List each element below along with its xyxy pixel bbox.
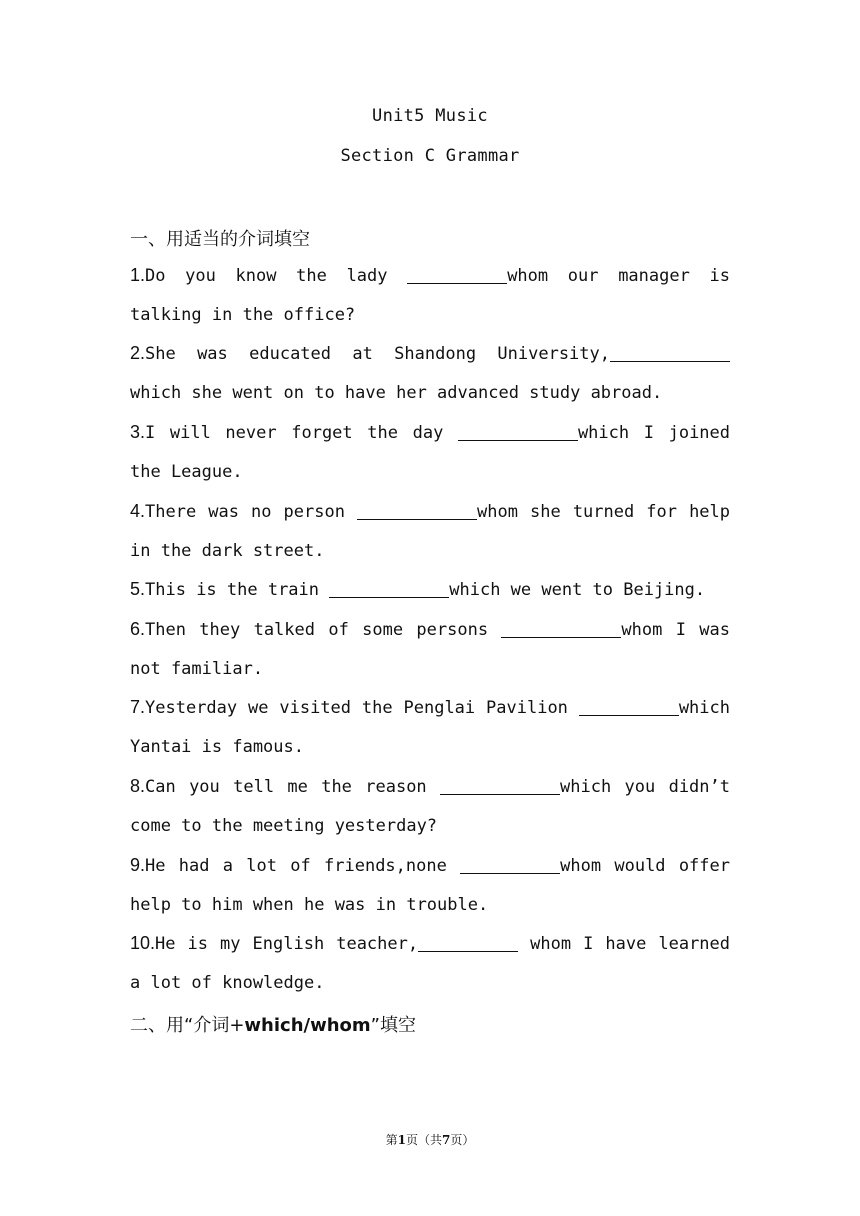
section-2-heading-post: ”填空 xyxy=(370,1015,416,1036)
page-footer xyxy=(0,1131,860,1148)
document-title: Unit5 Music xyxy=(372,106,488,126)
answer-blank[interactable] xyxy=(458,423,578,441)
question-number: 5. xyxy=(130,579,146,599)
question-text-before: Then they talked of some persons xyxy=(145,620,502,640)
question-text-before: This is the train xyxy=(145,580,330,600)
answer-blank[interactable] xyxy=(501,620,621,638)
document-subtitle: Section C Grammar xyxy=(340,146,520,166)
footer-page-number: 1 xyxy=(397,1133,406,1147)
question-text-after: whom our manager is talking in the office? xyxy=(130,266,730,326)
question-text-before: Yesterday we visited the Penglai Pavilion xyxy=(145,698,579,718)
answer-blank[interactable] xyxy=(357,502,477,520)
question-text-after: which Yantai is famous. xyxy=(130,698,730,758)
question-number: 3. xyxy=(130,422,146,442)
question-text-after: which you didn’t come to the meeting yesterday? xyxy=(130,777,730,837)
answer-blank[interactable] xyxy=(460,856,560,874)
answer-blank[interactable] xyxy=(329,580,449,598)
answer-blank[interactable] xyxy=(407,266,507,284)
question-text-before: There was no person xyxy=(145,502,358,522)
question-7 xyxy=(130,688,730,768)
question-5 xyxy=(130,570,730,610)
footer-mid: 页（共 xyxy=(405,1133,442,1147)
question-text-after: whom she turned for help in the dark street. xyxy=(130,502,731,562)
answer-blank[interactable] xyxy=(440,777,560,795)
answer-blank[interactable] xyxy=(579,698,679,716)
question-text-after: which she went on to have her advanced study abroad. xyxy=(130,383,663,404)
section-1-heading: 一、用适当的介词填空 xyxy=(130,229,310,250)
section-2-heading-pre: 二、用“介词+ xyxy=(130,1015,245,1036)
question-number: 2. xyxy=(130,343,146,363)
section-2-heading xyxy=(130,1011,730,1037)
question-number: 6. xyxy=(130,619,146,639)
section-2-heading-bold: which/whom xyxy=(244,1015,371,1036)
question-1 xyxy=(130,256,730,336)
question-2 xyxy=(130,334,730,414)
question-8 xyxy=(130,767,730,847)
footer-total-pages: 7 xyxy=(442,1133,451,1147)
footer-post: 页） xyxy=(450,1133,475,1147)
question-text-before: Do you know the lady xyxy=(145,266,408,286)
footer-pre: 第 xyxy=(385,1133,398,1147)
question-text-before: He is my English teacher, xyxy=(155,934,419,954)
answer-blank[interactable] xyxy=(610,344,730,362)
question-4 xyxy=(130,492,730,572)
question-number: 4. xyxy=(130,501,146,521)
question-9 xyxy=(130,846,730,926)
question-number: 9. xyxy=(130,855,146,875)
question-text-after: whom would offer help to him when he was in trouble. xyxy=(130,856,730,916)
question-text-before: He had a lot of friends,none xyxy=(145,856,461,876)
question-number: 10. xyxy=(130,933,156,953)
question-text-before: Can you tell me the reason xyxy=(145,777,441,797)
answer-blank[interactable] xyxy=(418,934,518,952)
question-number: 1. xyxy=(130,265,146,285)
question-3 xyxy=(130,413,730,493)
question-text-before: I will never forget the day xyxy=(145,423,458,443)
question-10 xyxy=(130,924,730,1004)
question-text-after: which we went to Beijing. xyxy=(449,580,706,600)
question-text-before: She was educated at Shandong University, xyxy=(145,344,610,364)
question-number: 7. xyxy=(130,697,146,717)
question-text-after: whom I have learned a lot of knowledge. xyxy=(130,934,731,994)
question-text-after: whom I was not familiar. xyxy=(130,620,730,680)
question-6 xyxy=(130,610,730,690)
question-text-after: which I joined the League. xyxy=(130,423,731,483)
question-number: 8. xyxy=(130,776,146,796)
